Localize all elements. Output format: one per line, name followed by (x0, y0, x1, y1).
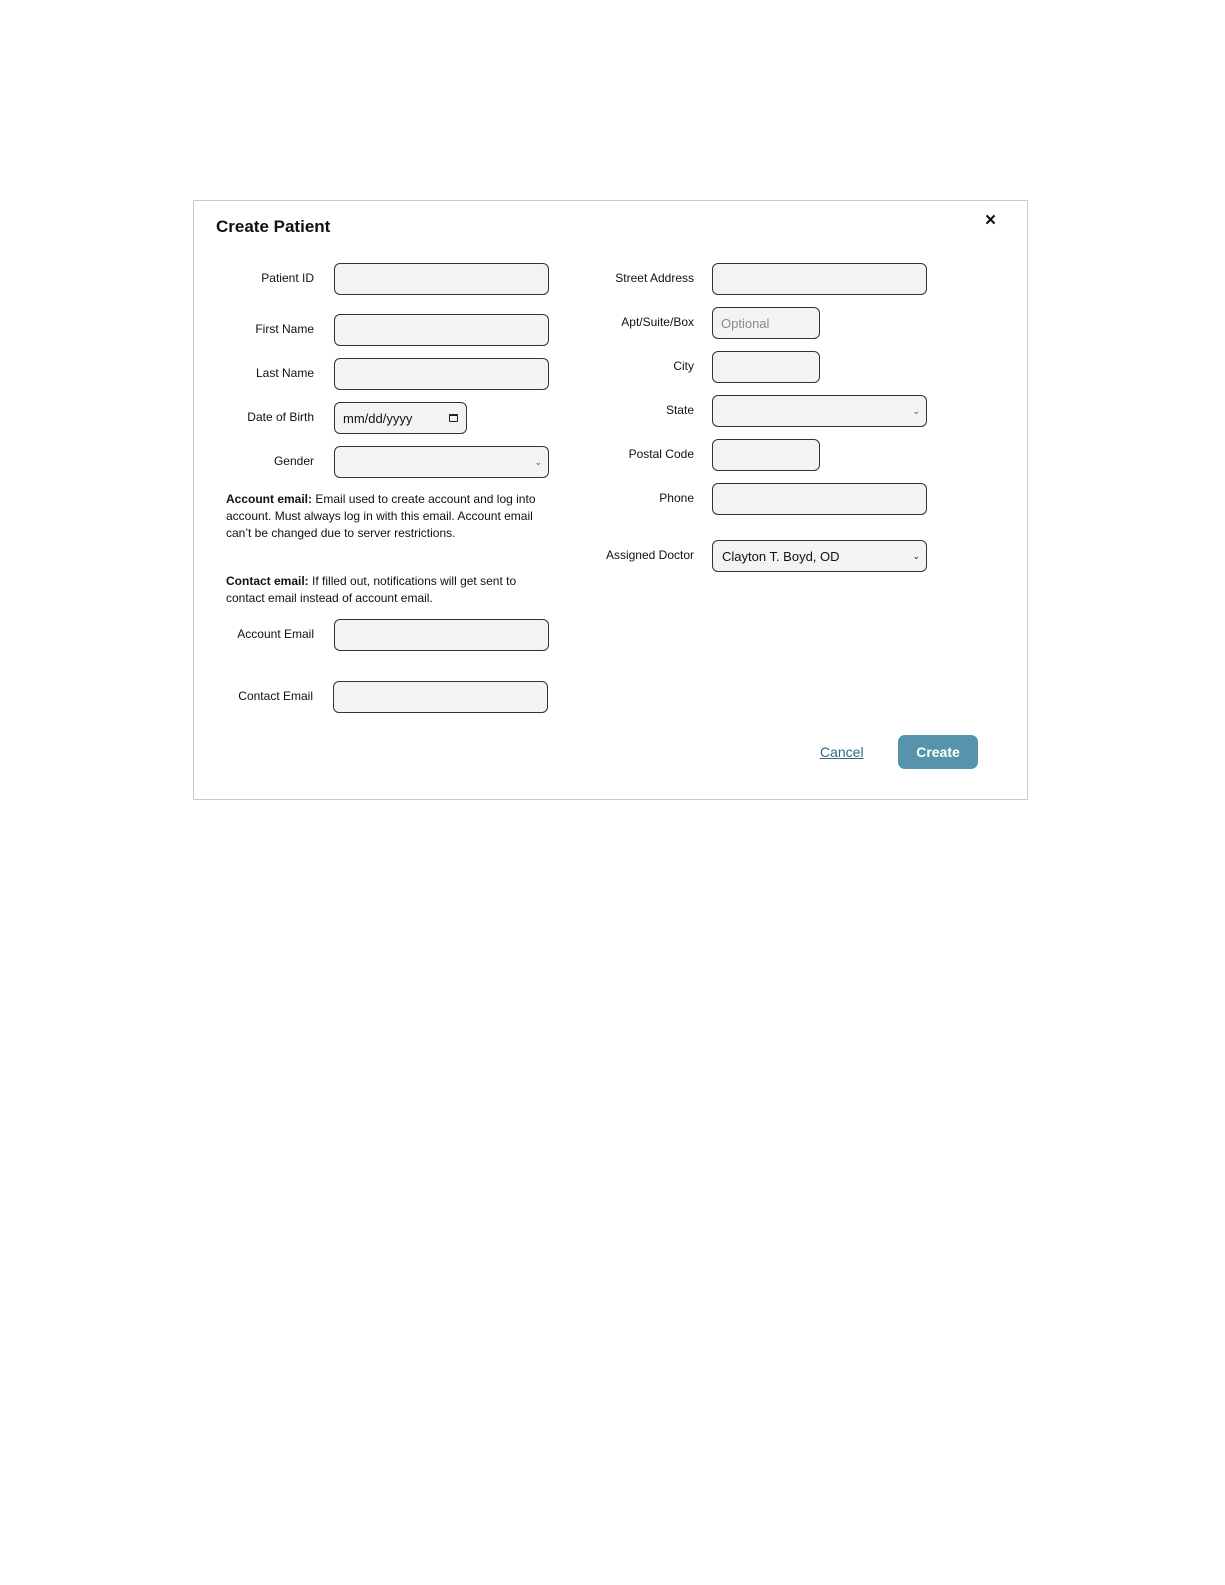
account-email-input[interactable] (334, 619, 549, 651)
dob-label: Date of Birth (247, 410, 314, 424)
gender-select[interactable] (334, 446, 549, 478)
chevron-down-icon: ⌄ (912, 405, 920, 416)
account-email-label: Account Email (237, 627, 314, 641)
assigned-doctor-label: Assigned Doctor (605, 548, 694, 562)
phone-label: Phone (659, 491, 694, 505)
cancel-button[interactable]: Cancel (820, 744, 864, 760)
state-select[interactable] (712, 395, 927, 427)
street-address-label: Street Address (615, 271, 694, 285)
chevron-down-icon: ⌄ (912, 550, 920, 561)
last-name-label: Last Name (255, 366, 314, 380)
contact-email-input[interactable] (333, 681, 548, 713)
chevron-down-icon: ⌄ (534, 456, 542, 467)
city-input[interactable] (712, 351, 820, 383)
patient-id-label: Patient ID (261, 271, 314, 285)
account-email-note-text: Email used to create account and log into account. Must always log in with this email. Account email can’t be changed due to server restrictions. (226, 492, 536, 540)
contact-email-note-heading: Contact email: (226, 574, 309, 588)
postal-code-label: Postal Code (628, 447, 694, 461)
first-name-label: First Name (255, 322, 314, 336)
assigned-doctor-value: Clayton T. Boyd, OD (722, 548, 840, 564)
account-email-note-heading: Account email: (226, 492, 313, 506)
apt-label: Apt/Suite/Box (621, 315, 694, 329)
first-name-input[interactable] (334, 314, 549, 346)
city-label: City (673, 359, 694, 373)
dialog-title: Create Patient (216, 217, 331, 236)
dob-placeholder: mm/dd/yyyy (343, 410, 413, 426)
contact-email-note-text: If filled out, notifications will get sent to contact email instead of account email. (226, 574, 517, 605)
state-label: State (665, 403, 694, 417)
create-button[interactable]: Create (898, 735, 978, 769)
create-patient-dialog (193, 200, 1028, 800)
last-name-input[interactable] (334, 358, 549, 390)
apt-input[interactable] (712, 307, 820, 339)
contact-email-label: Contact Email (238, 689, 313, 703)
close-icon[interactable]: × (985, 210, 997, 231)
assigned-doctor-select[interactable] (712, 540, 927, 572)
dob-input[interactable] (334, 402, 467, 434)
account-email-note (226, 491, 546, 542)
gender-label: Gender (273, 454, 314, 468)
patient-id-input[interactable] (334, 263, 549, 295)
contact-email-note (226, 573, 546, 607)
street-address-input[interactable] (712, 263, 927, 295)
phone-input[interactable] (712, 483, 927, 515)
calendar-icon[interactable] (449, 414, 458, 422)
postal-code-input[interactable] (712, 439, 820, 471)
